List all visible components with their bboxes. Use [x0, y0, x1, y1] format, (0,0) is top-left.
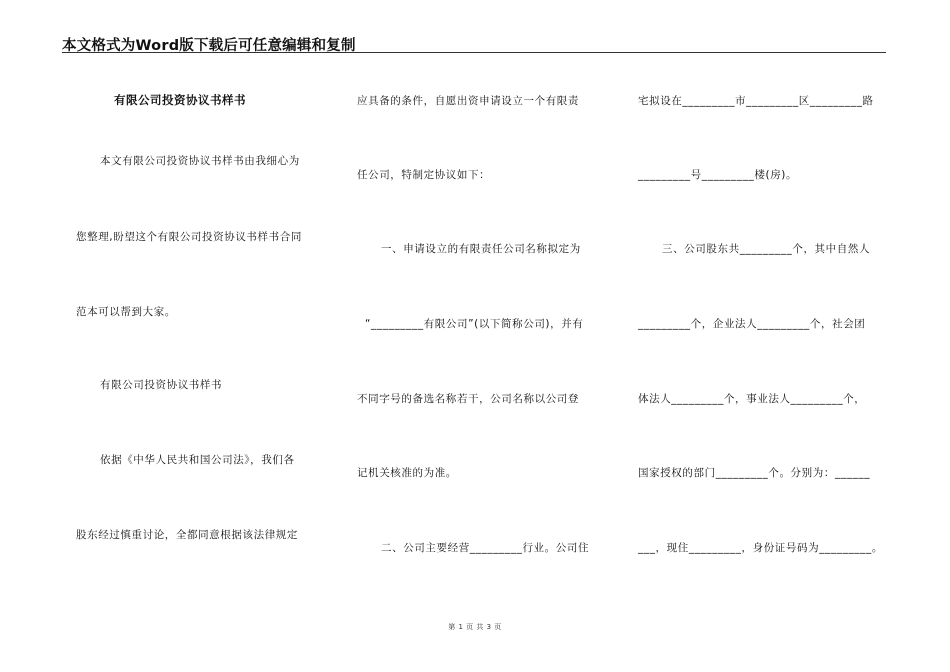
text-line: 宅拟设在_________市_________区_________路 — [638, 95, 874, 107]
text-line: _________个，企业法人_________个，社会团 — [638, 318, 866, 330]
text-line: 国家授权的部门_________个。分别为：______ — [638, 467, 871, 479]
text-line: ___，现住_________，身份证号码为_________。 — [638, 542, 883, 554]
text-line: 本文有限公司投资协议书样书由我细心为 — [100, 155, 300, 167]
text-line: 任公司，特制定协议如下： — [357, 169, 491, 181]
text-line: 有限公司投资协议书样书 — [100, 379, 223, 391]
text-line: 记机关核准的为准。 — [357, 467, 457, 479]
text-line: 一、申请设立的有限责任公司名称拟定为 — [381, 243, 581, 255]
text-line: “_________有限公司”(以下简称公司)，并有 — [365, 318, 584, 330]
text-line: 您整理,盼望这个有限公司投资协议书样书合同 — [76, 231, 302, 243]
text-line: 范本可以帮到大家。 — [76, 306, 176, 318]
text-line: 股东经过慎重讨论，全都同意根据该法律规定 — [76, 529, 298, 541]
document-title: 有限公司投资协议书样书 — [114, 93, 246, 107]
text-line: 二、公司主要经营_________行业。公司住 — [381, 542, 590, 554]
text-line: 依据《中华人民共和国公司法》，我们各 — [100, 454, 295, 466]
document-header: 本文格式为Word版下载后可任意编辑和复制 — [62, 38, 356, 54]
text-line: 不同字号的备选名称若干，公司名称以公司登 — [357, 393, 579, 405]
text-column-2 — [357, 0, 607, 600]
text-line: _________号_________楼(房)。 — [638, 169, 798, 181]
text-line: 应具备的条件，自愿出资申请设立一个有限责 — [357, 95, 579, 107]
text-line: 体法人_________个，事业法人_________个， — [638, 393, 866, 405]
text-column-3 — [638, 0, 888, 600]
page-number: 第 1 页 共 3 页 — [448, 623, 502, 631]
text-column-1 — [76, 0, 326, 600]
text-line: 三、公司股东共_________个，其中自然人 — [662, 243, 871, 255]
